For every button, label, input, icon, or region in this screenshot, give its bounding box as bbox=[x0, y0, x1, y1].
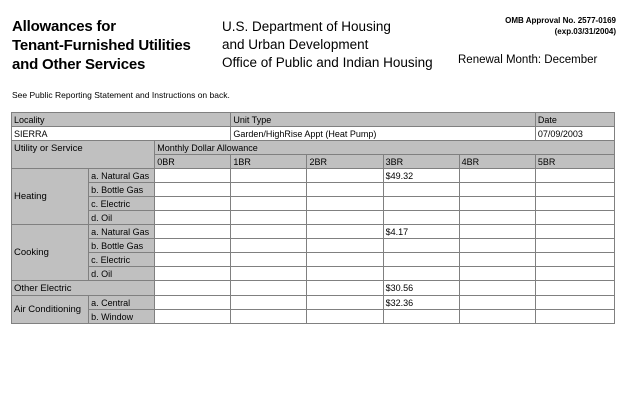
service-name-cell: Air Conditioning bbox=[12, 296, 89, 324]
locality-header: Locality bbox=[12, 113, 231, 127]
allowance-cell-0br[interactable] bbox=[155, 197, 231, 211]
allowance-cell-3br[interactable]: $30.56 bbox=[383, 281, 459, 296]
column-header-0br: 0BR bbox=[155, 155, 231, 169]
allowance-cell-3br[interactable]: $49.32 bbox=[383, 169, 459, 183]
column-header-2br: 2BR bbox=[307, 155, 383, 169]
service-subtype-cell: a. Central bbox=[89, 296, 155, 310]
allowance-cell-4br[interactable] bbox=[459, 310, 535, 324]
table-row bbox=[12, 239, 615, 253]
allowance-cell-3br[interactable] bbox=[383, 267, 459, 281]
service-name-cell: Other Electric bbox=[12, 281, 155, 296]
allowance-cell-4br[interactable] bbox=[459, 253, 535, 267]
table-row bbox=[12, 267, 615, 281]
allowance-cell-3br[interactable] bbox=[383, 310, 459, 324]
allowance-cell-5br[interactable] bbox=[535, 310, 614, 324]
allowance-cell-5br[interactable] bbox=[535, 197, 614, 211]
table-row bbox=[12, 225, 615, 239]
page-title-line-2: Tenant-Furnished Utilities bbox=[12, 37, 191, 54]
allowance-cell-1br[interactable] bbox=[231, 239, 307, 253]
column-header-3br: 3BR bbox=[383, 155, 459, 169]
omb-expiration-date: (exp.03/31/2004) bbox=[554, 27, 616, 36]
allowance-cell-3br[interactable]: $4.17 bbox=[383, 225, 459, 239]
allowance-cell-1br[interactable] bbox=[231, 183, 307, 197]
allowance-cell-1br[interactable] bbox=[231, 267, 307, 281]
allowance-cell-0br[interactable] bbox=[155, 183, 231, 197]
service-subtype-cell: d. Oil bbox=[89, 267, 155, 281]
allowance-cell-5br[interactable] bbox=[535, 211, 614, 225]
allowance-cell-2br[interactable] bbox=[307, 253, 383, 267]
allowance-cell-4br[interactable] bbox=[459, 239, 535, 253]
allowance-cell-2br[interactable] bbox=[307, 239, 383, 253]
service-subtype-cell: a. Natural Gas bbox=[89, 169, 155, 183]
allowance-cell-0br[interactable] bbox=[155, 239, 231, 253]
table-header-row-allowance bbox=[12, 141, 615, 155]
allowance-cell-1br[interactable] bbox=[231, 211, 307, 225]
agency-line-2: and Urban Development bbox=[222, 37, 369, 52]
allowance-cell-2br[interactable] bbox=[307, 169, 383, 183]
table-row bbox=[12, 253, 615, 267]
allowance-cell-5br[interactable] bbox=[535, 296, 614, 310]
allowance-cell-3br[interactable] bbox=[383, 197, 459, 211]
table-header-row-identity bbox=[12, 113, 615, 127]
agency-line-3: Office of Public and Indian Housing bbox=[222, 55, 433, 70]
allowance-cell-2br[interactable] bbox=[307, 183, 383, 197]
locality-value[interactable]: SIERRA bbox=[12, 127, 231, 141]
omb-approval bbox=[416, 15, 616, 37]
allowance-cell-5br[interactable] bbox=[535, 183, 614, 197]
allowance-cell-1br[interactable] bbox=[231, 296, 307, 310]
column-header-4br: 4BR bbox=[459, 155, 535, 169]
column-header-1br: 1BR bbox=[231, 155, 307, 169]
allowance-cell-0br[interactable] bbox=[155, 253, 231, 267]
allowance-cell-3br[interactable] bbox=[383, 253, 459, 267]
table-row bbox=[12, 296, 615, 310]
allowance-cell-2br[interactable] bbox=[307, 296, 383, 310]
utility-allowance-table bbox=[11, 112, 615, 324]
allowance-cell-0br[interactable] bbox=[155, 310, 231, 324]
allowance-cell-2br[interactable] bbox=[307, 197, 383, 211]
allowance-cell-0br[interactable] bbox=[155, 281, 231, 296]
service-subtype-cell: d. Oil bbox=[89, 211, 155, 225]
allowance-cell-1br[interactable] bbox=[231, 281, 307, 296]
page-title-line-3: and Other Services bbox=[12, 56, 146, 73]
allowance-cell-4br[interactable] bbox=[459, 197, 535, 211]
allowance-cell-3br[interactable] bbox=[383, 239, 459, 253]
public-reporting-note: See Public Reporting Statement and Instructions on back. bbox=[12, 90, 230, 100]
allowance-cell-2br[interactable] bbox=[307, 225, 383, 239]
service-name-cell: Cooking bbox=[12, 225, 89, 281]
service-subtype-cell: a. Natural Gas bbox=[89, 225, 155, 239]
service-subtype-cell: b. Bottle Gas bbox=[89, 183, 155, 197]
service-subtype-cell: c. Electric bbox=[89, 253, 155, 267]
allowance-cell-1br[interactable] bbox=[231, 225, 307, 239]
column-header-5br: 5BR bbox=[535, 155, 614, 169]
allowance-cell-0br[interactable] bbox=[155, 267, 231, 281]
allowance-cell-2br[interactable] bbox=[307, 281, 383, 296]
allowance-cell-5br[interactable] bbox=[535, 239, 614, 253]
allowance-cell-1br[interactable] bbox=[231, 310, 307, 324]
allowance-cell-3br[interactable]: $32.36 bbox=[383, 296, 459, 310]
allowance-cell-3br[interactable] bbox=[383, 183, 459, 197]
allowance-cell-2br[interactable] bbox=[307, 211, 383, 225]
allowance-cell-1br[interactable] bbox=[231, 197, 307, 211]
utility-or-service-header: Utility or Service bbox=[12, 141, 155, 169]
service-name-cell: Heating bbox=[12, 169, 89, 225]
date-header: Date bbox=[535, 113, 614, 127]
table-row bbox=[12, 183, 615, 197]
omb-approval-number: OMB Approval No. 2577-0169 bbox=[505, 16, 616, 25]
page-title bbox=[12, 17, 222, 74]
table-value-row-identity bbox=[12, 127, 615, 141]
allowance-cell-2br[interactable] bbox=[307, 267, 383, 281]
allowance-cell-3br[interactable] bbox=[383, 211, 459, 225]
form-header bbox=[0, 0, 624, 108]
allowance-cell-0br[interactable] bbox=[155, 296, 231, 310]
allowance-cell-4br[interactable] bbox=[459, 267, 535, 281]
service-subtype-cell: b. Bottle Gas bbox=[89, 239, 155, 253]
table-row bbox=[12, 169, 615, 183]
table-row bbox=[12, 281, 615, 296]
allowance-cell-4br[interactable] bbox=[459, 281, 535, 296]
allowance-cell-5br[interactable] bbox=[535, 225, 614, 239]
allowance-cell-4br[interactable] bbox=[459, 169, 535, 183]
service-subtype-cell: c. Electric bbox=[89, 197, 155, 211]
allowance-cell-0br[interactable] bbox=[155, 225, 231, 239]
date-value[interactable]: 07/09/2003 bbox=[535, 127, 614, 141]
allowance-cell-0br[interactable] bbox=[155, 211, 231, 225]
unit-type-header: Unit Type bbox=[231, 113, 535, 127]
allowance-cell-4br[interactable] bbox=[459, 183, 535, 197]
table-row bbox=[12, 211, 615, 225]
table-row bbox=[12, 310, 615, 324]
service-subtype-cell: b. Window bbox=[89, 310, 155, 324]
allowance-cell-1br[interactable] bbox=[231, 253, 307, 267]
allowance-cell-0br[interactable] bbox=[155, 169, 231, 183]
monthly-dollar-allowance-header: Monthly Dollar Allowance bbox=[155, 141, 615, 155]
unit-type-value[interactable]: Garden/HighRise Appt (Heat Pump) bbox=[231, 127, 535, 141]
page-title-line-1: Allowances for bbox=[12, 18, 116, 35]
allowance-cell-1br[interactable] bbox=[231, 169, 307, 183]
allowance-cell-5br[interactable] bbox=[535, 281, 614, 296]
allowance-cell-4br[interactable] bbox=[459, 211, 535, 225]
allowance-cell-2br[interactable] bbox=[307, 310, 383, 324]
allowance-cell-4br[interactable] bbox=[459, 225, 535, 239]
allowance-cell-5br[interactable] bbox=[535, 267, 614, 281]
allowance-cell-5br[interactable] bbox=[535, 253, 614, 267]
allowance-cell-4br[interactable] bbox=[459, 296, 535, 310]
allowance-cell-5br[interactable] bbox=[535, 169, 614, 183]
agency-line-1: U.S. Department of Housing bbox=[222, 19, 391, 34]
renewal-month: Renewal Month: December bbox=[458, 54, 598, 66]
table-row bbox=[12, 197, 615, 211]
